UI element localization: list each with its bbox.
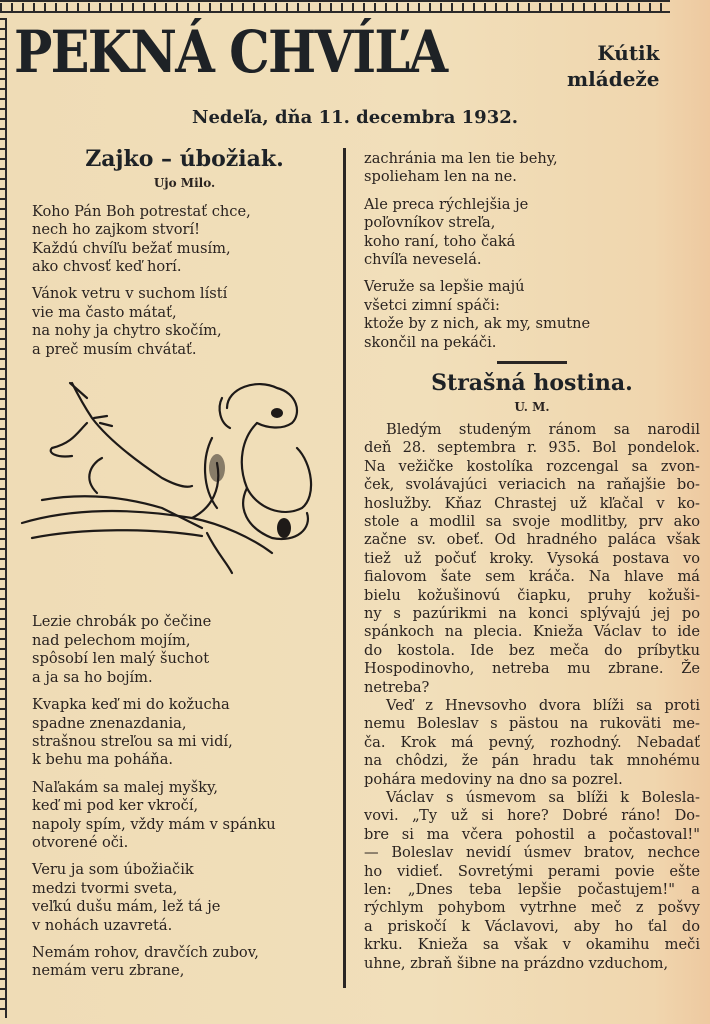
verse-line: Vánok vetru v suchom lístí (32, 285, 228, 303)
stanza (32, 944, 337, 981)
verse-line: veľkú dušu mám, lež tá je (32, 898, 221, 916)
story-line: len: „Dnes teba lepšie počastujem!" a (364, 881, 700, 899)
story-line: Na vežičke kostolíka rozcengal sa zvon- (364, 457, 700, 475)
verse-line: na nohy ja chytro skočím, (32, 322, 222, 340)
poem-column (32, 146, 337, 990)
story-line: krku. Knieža sa však v okamihu meči (364, 936, 700, 954)
story-text (364, 421, 700, 973)
story-line: — Boleslav nevidí úsmev bratov, nechce (364, 844, 700, 862)
story-line: ček, svolávajúci veriacich na raňajšie bo- (364, 476, 700, 494)
stanza (32, 696, 337, 770)
verse-line: Kvapka keď mi do kožucha (32, 696, 230, 714)
verse-line: Každú chvíľu bežať musím, (32, 239, 231, 257)
story-line: fialovom šate sem kráča. Na hlave má (364, 568, 700, 586)
section-divider (497, 361, 567, 364)
poem-stanzas-bottom (32, 613, 337, 980)
poem-author: Ujo Milo. (153, 176, 216, 191)
verse-line: a ja sa ho bojím. (32, 668, 153, 686)
poem-stanzas-continued (364, 150, 700, 352)
verse-line: spôsobí len malý šuchot (32, 650, 210, 668)
story-line: deň 28. septembra r. 935. Bol pondelok. (364, 439, 700, 457)
story-line: vovi. „Ty už si hore? Dobré ráno! Do- (364, 807, 700, 825)
verse-line: Ale preca rýchlejšia je (364, 195, 529, 213)
story-line: nemu Boleslav s pästou na rukoväti me- (364, 715, 700, 733)
verse-line: nemám veru zbrane, (32, 962, 185, 980)
greek-key-border-top (0, 0, 670, 14)
section-label-line: Kútik (597, 41, 660, 65)
story-line: na chôdzi, že pán hradu tak mnohému (364, 752, 700, 770)
story-line: pohára medoviny na dno sa pozrel. (364, 770, 623, 788)
story-line: začne sv. obeť. Od hradného paláca však (364, 531, 700, 549)
story-title: Strašná hostina. (431, 370, 633, 397)
stanza (32, 779, 337, 853)
hare-illustration (12, 368, 332, 578)
story-line: a priskočí k Václavovi, aby ho ťal do (364, 917, 700, 935)
story-line: do kostola. Ide bez meča do príbytku (364, 641, 700, 659)
verse-line: Koho Pán Boh potrestať chce, (32, 202, 251, 220)
stanza (364, 278, 700, 352)
story-line: tiež už počuť kroky. Vysoká postava vo (364, 549, 700, 567)
stanza (32, 285, 337, 359)
story-line: stole a modlil sa svoje modlitby, prv ako (364, 512, 700, 530)
story-line: bre si ma včera pohostil a počastoval!" (364, 825, 700, 843)
story-line: netreba? (364, 678, 430, 696)
verse-line: poľovníkov streľa, (364, 214, 496, 232)
story-line: Bledým studeným ránom sa narodil (386, 420, 700, 438)
story-line: bielu kožušinovú čiapku, pruhy kožuši- (364, 586, 700, 604)
story-line: Václav s úsmevom sa blíži k Bolesla- (386, 789, 700, 806)
story-line: uhne, zbraň šibne na prázdno vzduchom, (364, 954, 669, 972)
verse-line: vie ma často mátať, (32, 303, 177, 321)
verse-line: Naľakám sa malej myšky, (32, 778, 219, 796)
verse-line: chvíľa neveselá. (364, 251, 482, 269)
story-line: ho vidieť. Sovretými perami povie ešte (364, 862, 700, 880)
verse-line: všetci zimní spáči: (364, 296, 500, 314)
story-line: ča. Krok má pevný, rozhodný. Nebadať (364, 733, 700, 751)
poem-stanzas-top (32, 203, 337, 359)
verse-line: keď mi pod ker vkročí, (32, 797, 199, 815)
verse-line: skončil na pekáči. (364, 333, 497, 351)
verse-line: spolieham len na ne. (364, 168, 517, 186)
section-label-line: mládeže (567, 67, 660, 91)
story-line: Veď z Hnevsovho dvora blíži sa proti (386, 696, 700, 714)
verse-line: nad pelechom mojím, (32, 631, 191, 649)
stanza (32, 613, 337, 687)
story-line: hoslužby. Kňaz Chrastej už kľačal v ko- (364, 494, 700, 512)
verse-line: k behu ma poháňa. (32, 751, 174, 769)
masthead-title: PEKNÁ CHVÍĽA (14, 18, 447, 86)
verse-line: nech ho zajkom stvorí! (32, 221, 200, 239)
stanza (32, 203, 337, 277)
verse-line: a preč musím chvátať. (32, 340, 197, 358)
verse-line: zachránia ma len tie behy, (364, 150, 558, 167)
verse-line: spadne znenazdania, (32, 714, 187, 732)
story-line: Hospodinovho, netreba mu zbrane. Že (364, 660, 700, 678)
poem-title: Zajko – úbožiak. (85, 146, 284, 172)
story-line: rýchlym pohybom vytrhne meč z pošvy (364, 899, 700, 917)
story-author: U. M. (514, 400, 550, 415)
verse-line: Nemám rohov, dravčích zubov, (32, 943, 259, 961)
right-column (364, 150, 700, 973)
issue-date: Nedeľa, dňa 11. decembra 1932. (191, 107, 519, 128)
verse-line: Veru ja som úbožiačik (32, 861, 194, 879)
section-label (567, 40, 660, 92)
verse-line: ako chvosť keď horí. (32, 258, 182, 276)
verse-line: Veruže sa lepšie majú (364, 278, 525, 296)
verse-line: otvorené oči. (32, 833, 129, 851)
greek-key-border-left (0, 18, 7, 1018)
verse-line: medzi tvormi sveta, (32, 879, 178, 897)
verse-line: strašnou streľou sa mi vidí, (32, 732, 233, 750)
stanza (364, 150, 700, 187)
stanza (364, 196, 700, 270)
verse-line: v nohách uzavretá. (32, 916, 173, 934)
verse-line: Lezie chrobák po čečine (32, 613, 212, 631)
story-line: ny s pazúrikmi na konci splývajú jej po (364, 604, 700, 622)
verse-line: koho raní, toho čaká (364, 232, 516, 250)
stanza (32, 861, 337, 935)
story-line: spánkoch na plecia. Knieža Václav to ide (364, 623, 700, 641)
verse-line: ktože by z nich, ak my, smutne (364, 315, 591, 333)
column-rule (343, 148, 346, 988)
verse-line: napoly spím, vždy mám v spánku (32, 815, 276, 833)
